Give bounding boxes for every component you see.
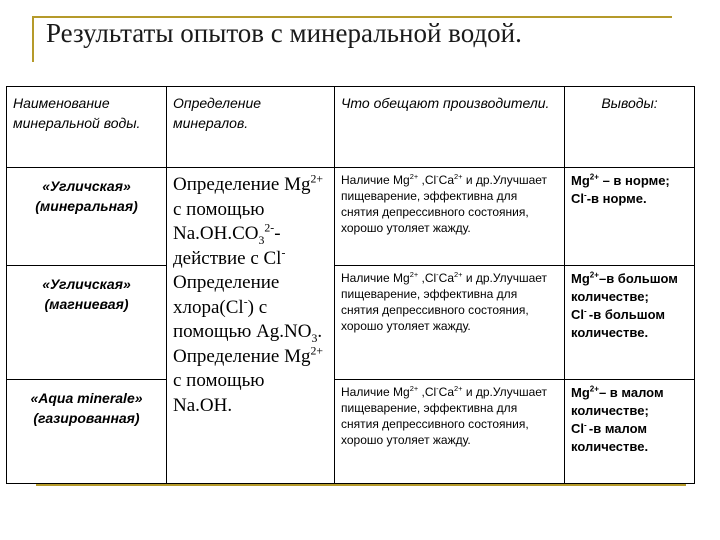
header-cell-method (167, 87, 335, 168)
header-cell-conclusions (565, 87, 695, 168)
table-row (7, 380, 695, 484)
water-name: «Угличская» (минеральная) (35, 178, 138, 214)
claims-text: Наличие $Mg^{2+}$ $,Cl^-Ca^{2+}$ и др.Улучшает пищеварение, эффективна для снятия депрессивного состояния, хорошо утоляет жажду. (341, 172, 548, 235)
water-name: «Aqua minerale» (газированная) (30, 390, 143, 426)
claims-cell (335, 266, 565, 380)
page-title: Результаты опытов с минеральной водой. (46, 18, 522, 48)
conclusion-cell (565, 380, 695, 484)
header-name-label: Наименование минеральной воды. (13, 95, 141, 131)
table-row (7, 266, 695, 380)
header-conclusions-label: Выводы: (601, 95, 658, 111)
conclusion-text: $Mg^{2+}$ – в норме; Cl--в норме. (571, 172, 670, 206)
header-cell-name (7, 87, 167, 168)
water-name: «Угличская» (магниевая) (42, 276, 131, 312)
conclusion-text: $Mg^{2+}-в$ большом количестве; Cl- -в большом количестве. (571, 270, 678, 340)
results-table (6, 86, 695, 484)
claims-text: Наличие $Mg^{2+}$ $,Cl^-Ca^{2+}$ и др.Улучшает пищеварение, эффективна для снятия депрессивного состояния, хорошо утоляет жажду. (341, 384, 548, 447)
conclusion-text: $Mg^{2+}-$ в малом количестве; Cl- -в малом количестве. (571, 384, 664, 454)
method-text: Определение $Mg^{2+}$ с помощью $Na.OH.CO_3^{2-}$-действие с Cl- Определение хлора(Cl-) с помощью $Ag.NO_3$. Определение $Mg^{2+}$ с помощью Na.OH. (173, 172, 324, 416)
table-row (7, 168, 695, 266)
name-cell (7, 380, 167, 484)
title-frame-left (32, 16, 34, 62)
header-method-label: Определение минералов. (173, 95, 262, 131)
claims-cell (335, 168, 565, 266)
header-row (7, 87, 695, 168)
claims-text: Наличие $Mg^{2+}$ $,Cl^-Ca^{2+}$ и др.Улучшает пищеварение, эффективна для снятия депрессивного состояния, хорошо утоляет жажду. (341, 270, 548, 333)
name-cell (7, 168, 167, 266)
method-cell (167, 168, 335, 484)
name-cell (7, 266, 167, 380)
header-cell-claims (335, 87, 565, 168)
bottom-rule (36, 484, 686, 486)
claims-cell (335, 380, 565, 484)
header-claims-label: Что обещают производители. (341, 95, 550, 111)
conclusion-cell (565, 168, 695, 266)
conclusion-cell (565, 266, 695, 380)
